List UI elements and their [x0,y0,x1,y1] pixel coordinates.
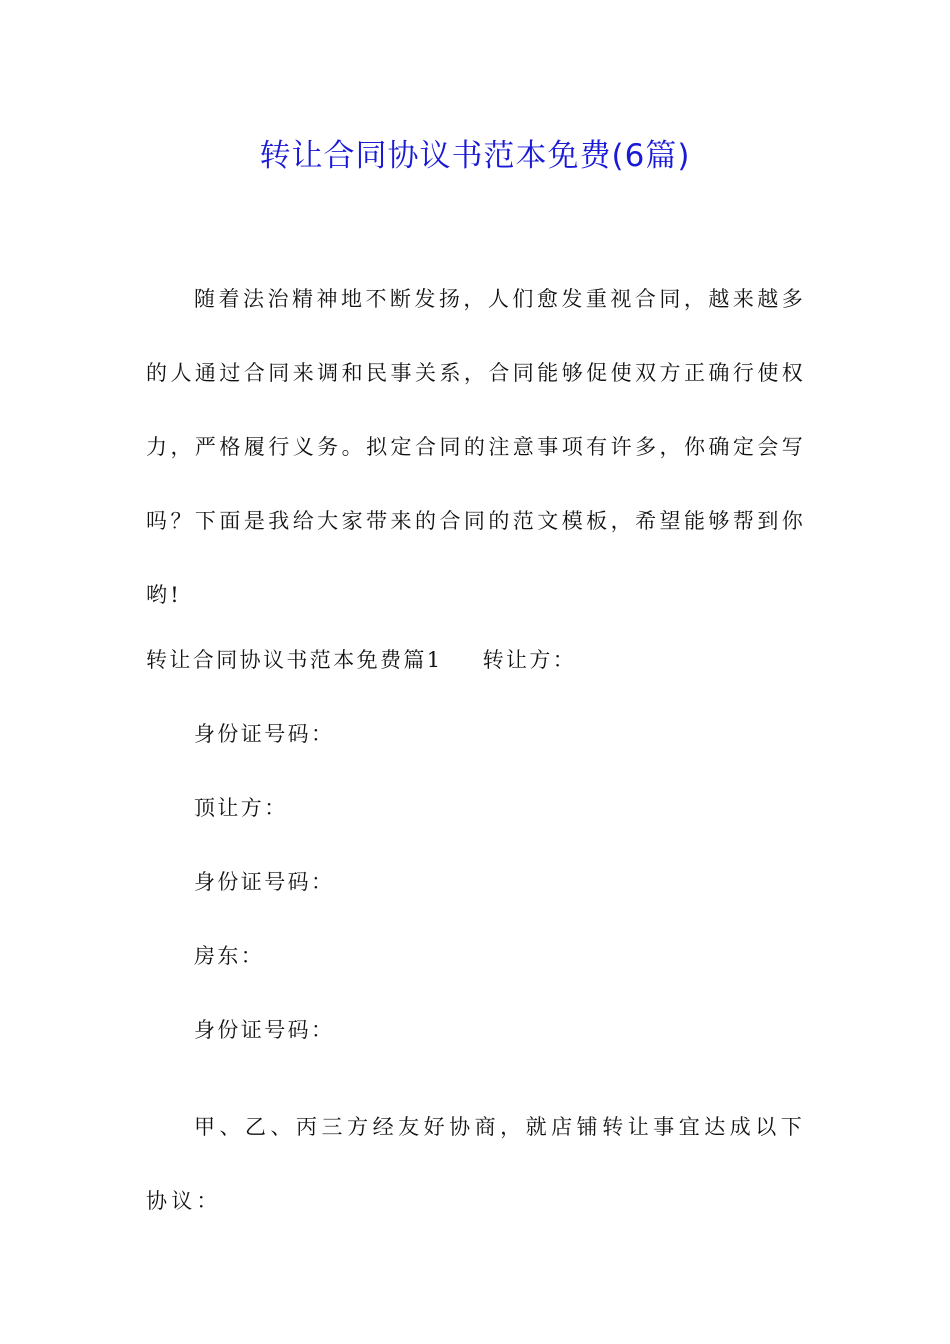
id-number-label-transferor: 身份证号码： [194,722,335,746]
section-heading-line [146,644,576,674]
transferor-label: 转让方： [482,648,577,672]
assignee-label: 顶让方： [194,796,288,820]
intro-paragraph: 随着法治精神地不断发扬，人们愈发重视合同，越来越多的人通过合同来调和民事关系，合同能够促使双方正确行使权力，严格履行义务。拟定合同的注意事项有许多，你确定会写吗？下面是我给大家带来的合同的范文模板，希望能够帮到你哟! [146,287,806,607]
document-title: 转让合同协议书范本免费(6篇) [259,138,691,174]
id-number-label-landlord: 身份证号码： [194,1018,335,1042]
landlord-label: 房东： [194,944,265,968]
agreement-paragraph: 甲、乙、丙三方经友好协商，就店铺转让事宜达成以下协议： [146,1115,806,1213]
id-number-label-assignee: 身份证号码： [194,870,335,894]
section-heading: 转让合同协议书范本免费篇1 [146,648,443,672]
